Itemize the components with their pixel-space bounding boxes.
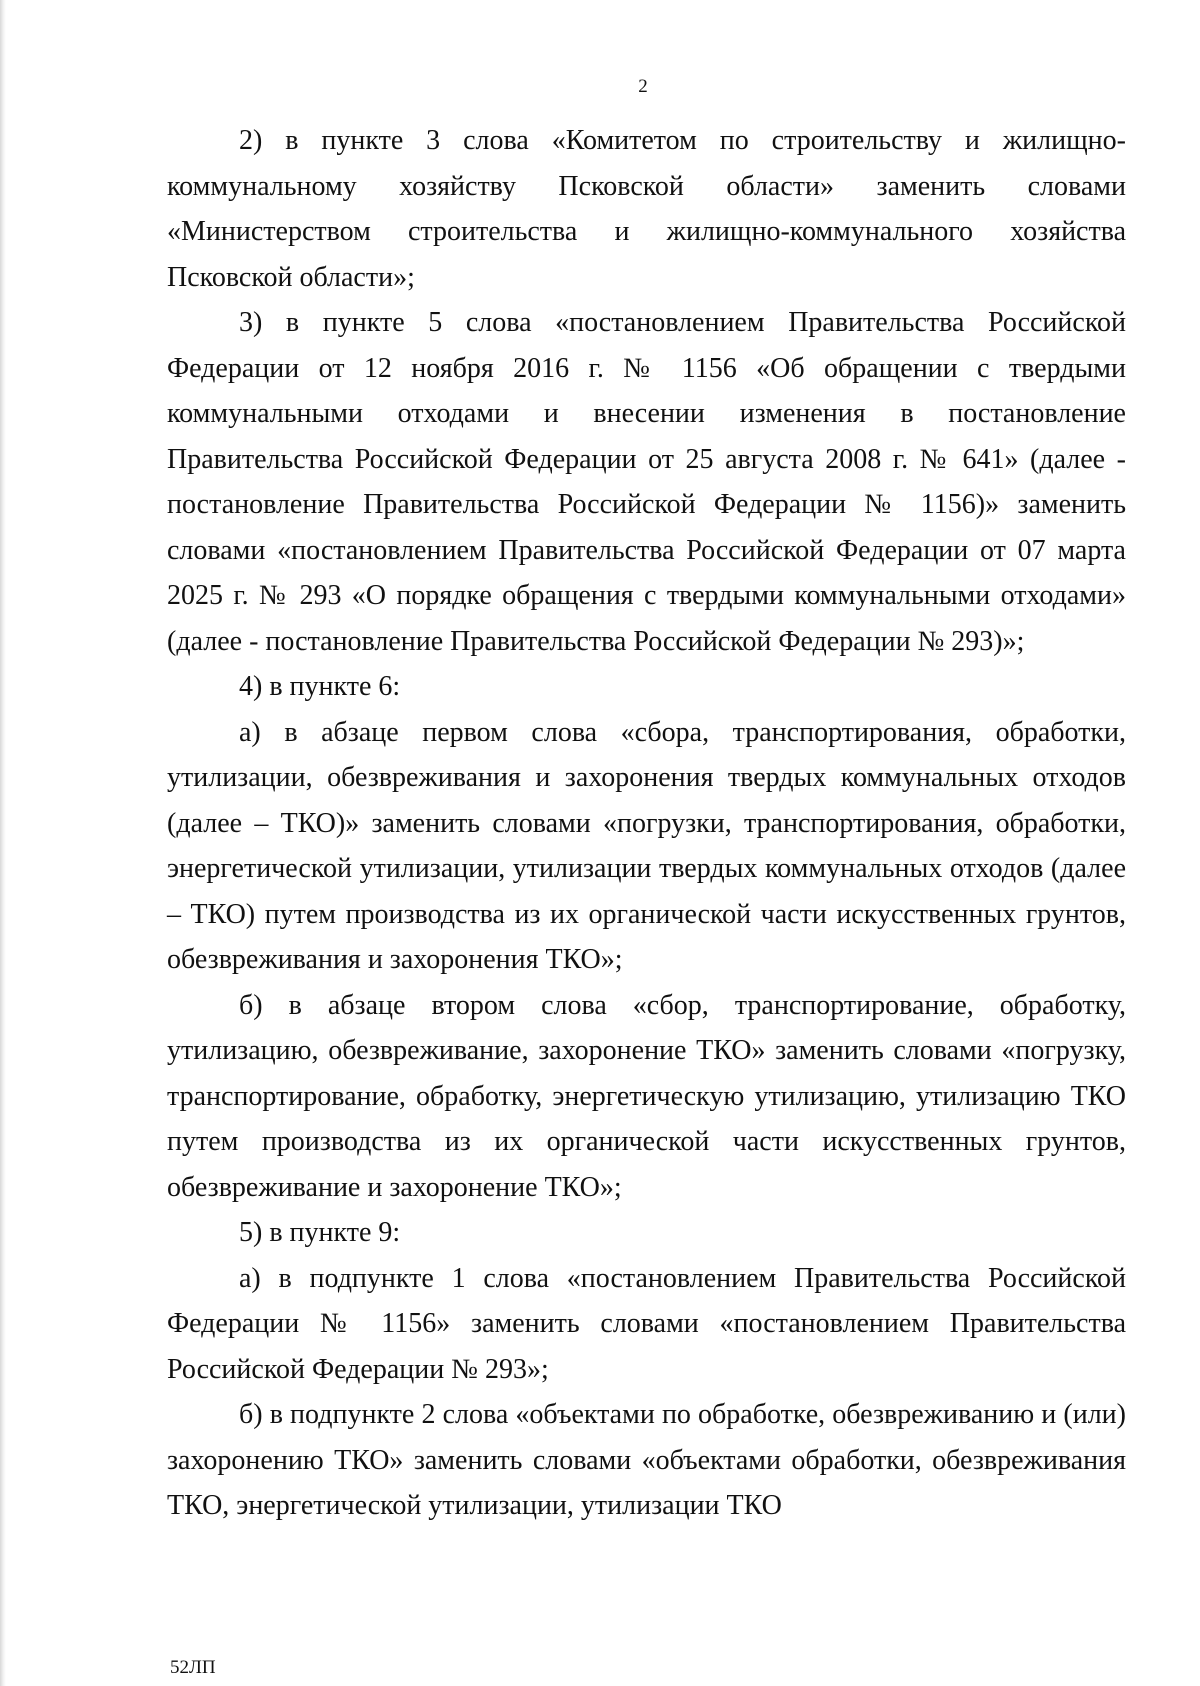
document-code: 52ЛП [170, 1657, 216, 1678]
paragraph-item-4b: б) в абзаце втором слова «сбор, транспортирование, обработку, утилизацию, обезвреживание, захоронение ТКО» заменить словами «погрузку, транспортирование, обработку, энергетическую утилизацию, утилизацию ТКО путем производства из их органической части искусственных грунтов, обезвреживание и захоронение ТКО»; [167, 989, 1126, 1203]
paragraph-item-4: 4) в пункте 6: [239, 671, 401, 702]
paragraph-item-2: 2) в пункте 3 слова «Комитетом по строительству и жилищно-коммунальному хозяйству Псковской области» заменить словами «Министерством строительства и жилищно-коммунального хозяйства Псковской области»; [167, 125, 1126, 293]
paragraph-item-4a: а) в абзаце первом слова «сбора, транспортирования, обработки, утилизации, обезвреживания и захоронения твердых коммунальных отходов (далее – ТКО)» заменить словами «погрузки, транспортирования, обработки, энергетической утилизации, утилизации твердых коммунальных отходов (далее – ТКО) путем производства из их органической части искусственных грунтов, обезвреживания и захоронения ТКО»; [167, 716, 1126, 975]
scan-edge [0, 0, 6, 1686]
paragraph-item-5b: б) в подпункте 2 слова «объектами по обработке, обезвреживанию и (или) захоронению ТКО» заменить словами «объектами обработки, обезвреживания ТКО, энергетической утилизации, утилизации ТКО [167, 1399, 1126, 1521]
document-body [167, 118, 1126, 1529]
paragraph-item-5: 5) в пункте 9: [239, 1217, 401, 1248]
paragraph-item-3: 3) в пункте 5 слова «постановлением Правительства Российской Федерации от 12 ноября 2016 г. № 1156 «Об обращении с твердыми коммунальными отходами и внесении изменения в постановление Правительства Российской Федерации от 25 августа 2008 г. № 641» (далее - постановление Правительства Российской Федерации № 1156)» заменить словами «постановлением Правительства Российской Федерации от 07 марта 2025 г. № 293 «О порядке обращения с твердыми коммунальными отходами» (далее - постановление Правительства Российской Федерации № 293)»; [167, 307, 1126, 657]
paragraph-item-5a: а) в подпункте 1 слова «постановлением Правительства Российской Федерации № 1156» заменить словами «постановлением Правительства Российской Федерации № 293»; [167, 1262, 1126, 1385]
page-number: 2 [638, 76, 648, 97]
